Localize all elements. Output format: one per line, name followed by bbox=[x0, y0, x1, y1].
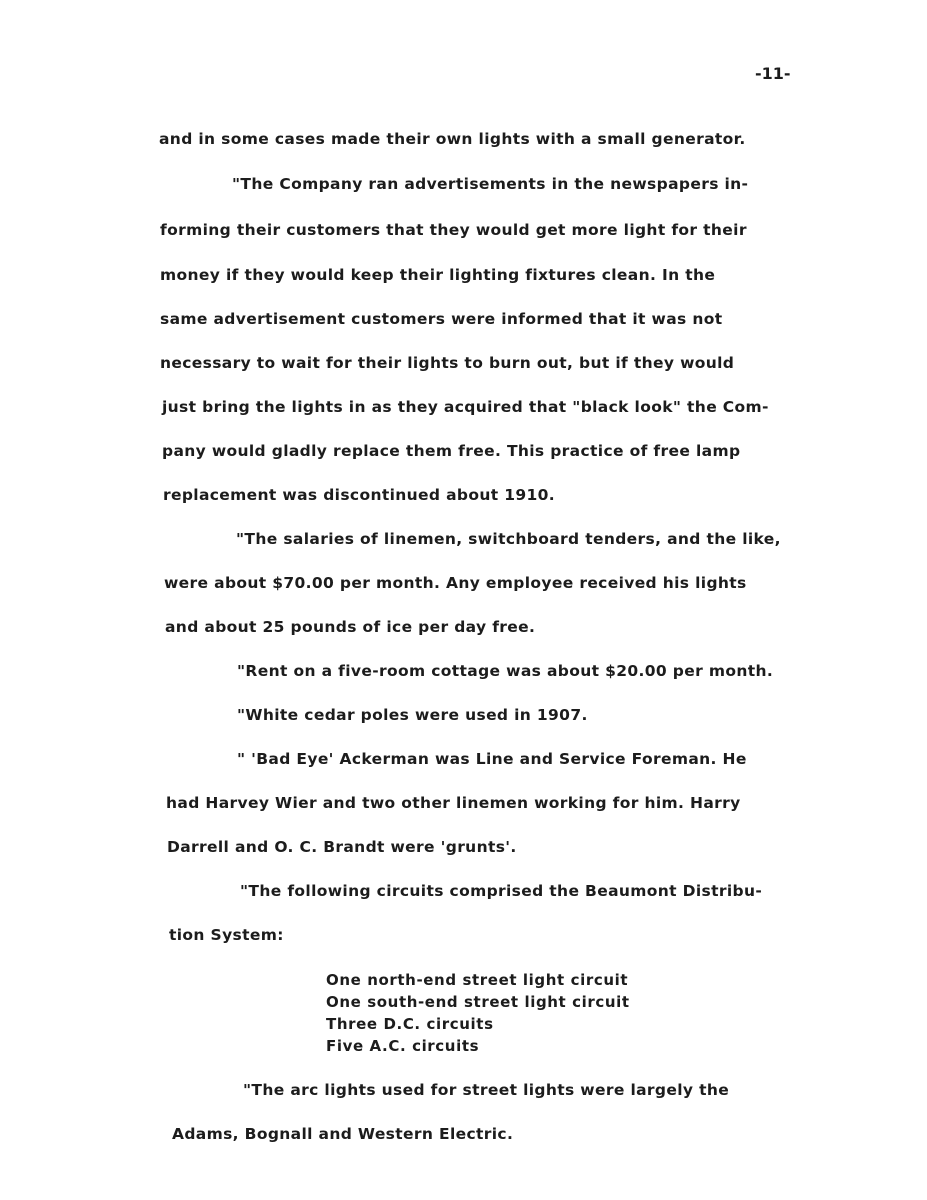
paragraph-line: same advertisement customers were informed that it was not bbox=[160, 310, 723, 328]
paragraph-line: tion System: bbox=[169, 926, 284, 944]
circuit-list-item: Five A.C. circuits bbox=[326, 1037, 480, 1055]
paragraph-line: pany would gladly replace them free. This practice of free lamp bbox=[162, 442, 741, 460]
paragraph-line: "Rent on a five-room cottage was about $20.00 per month. bbox=[237, 662, 774, 680]
paragraph-line: "White cedar poles were used in 1907. bbox=[237, 706, 588, 724]
paragraph-line: Adams, Bognall and Western Electric. bbox=[172, 1125, 514, 1143]
paragraph-line: forming their customers that they would get more light for their bbox=[160, 221, 747, 239]
paragraph-line: replacement was discontinued about 1910. bbox=[163, 486, 556, 504]
paragraph-line: just bring the lights in as they acquired that "black look" the Com- bbox=[162, 398, 769, 416]
circuit-list-item: One north-end street light circuit bbox=[326, 971, 629, 989]
paragraph-line: and about 25 pounds of ice per day free. bbox=[165, 618, 536, 636]
circuit-list-item: Three D.C. circuits bbox=[326, 1015, 494, 1033]
paragraph-line: necessary to wait for their lights to burn out, but if they would bbox=[160, 354, 735, 372]
paragraph-line: " 'Bad Eye' Ackerman was Line and Service Foreman. He bbox=[237, 750, 747, 768]
paragraph-line: and in some cases made their own lights with a small generator. bbox=[159, 130, 746, 148]
paragraph-line: "The salaries of linemen, switchboard tenders, and the like, bbox=[236, 530, 781, 548]
paragraph-line: had Harvey Wier and two other linemen working for him. Harry bbox=[166, 794, 741, 812]
paragraph-line: money if they would keep their lighting fixtures clean. In the bbox=[160, 266, 716, 284]
circuit-list-item: One south-end street light circuit bbox=[326, 993, 630, 1011]
page-number: -11- bbox=[755, 64, 791, 83]
paragraph-line: were about $70.00 per month. Any employee received his lights bbox=[164, 574, 747, 592]
paragraph-line: Darrell and O. C. Brandt were 'grunts'. bbox=[167, 838, 517, 856]
paragraph-line: "The following circuits comprised the Beaumont Distribu- bbox=[240, 882, 763, 900]
paragraph-line: "The arc lights used for street lights were largely the bbox=[243, 1081, 730, 1099]
paragraph-line: "The Company ran advertisements in the newspapers in- bbox=[232, 175, 749, 193]
